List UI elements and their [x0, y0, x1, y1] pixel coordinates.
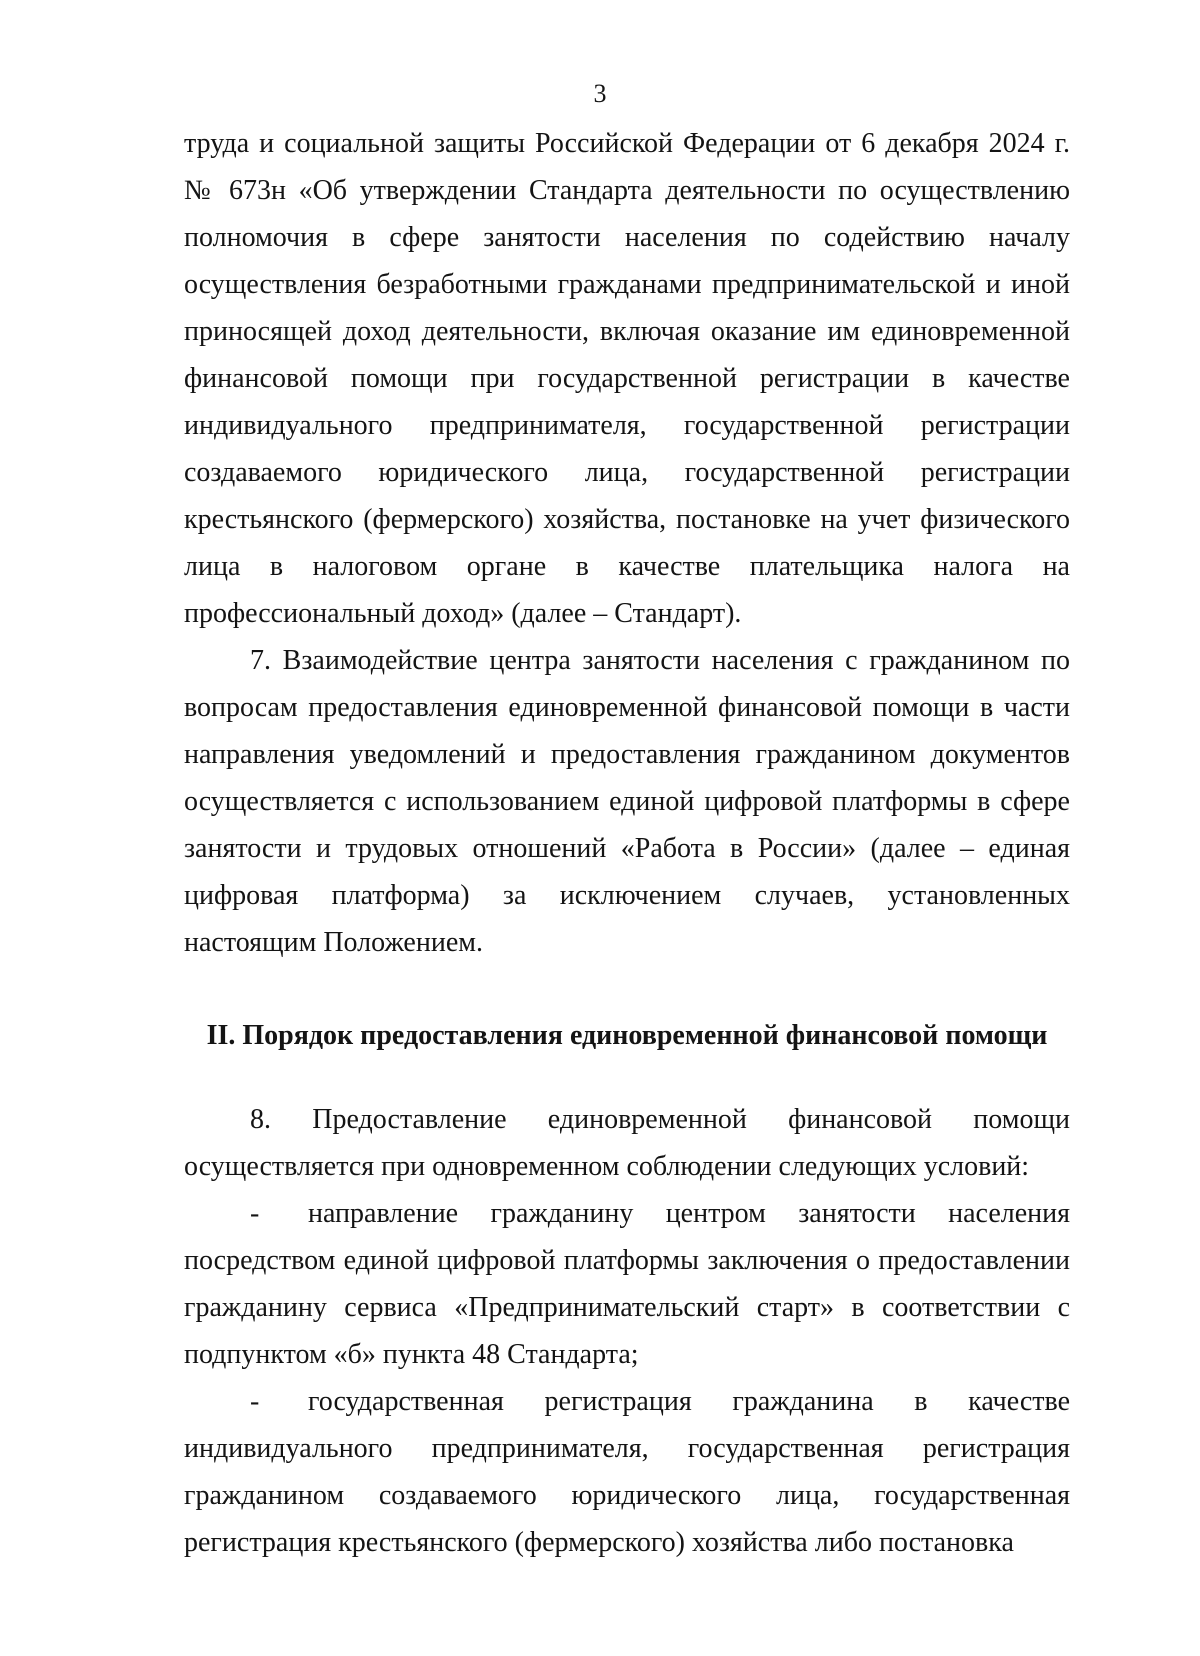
page-number: 3 — [593, 79, 607, 108]
paragraph-8-item-1-text: направление гражданину центром занятости населения посредством единой цифровой платформы заключения о предоставлении гражданину сервиса «Предпринимательский старт» в соответствии с подпунктом «б» пункта 48 Стандарта; — [184, 1198, 1070, 1370]
paragraph-7: 7. Взаимодействие центра занятости населения с гражданином по вопросам предоставления единовременной финансовой помощи в части направления уведомлений и предоставления гражданином документов осуществляется с использованием единой цифровой платформы в сфере занятости и трудовых отношений «Работа в России» (далее – единая цифровая платформа) за исключением случаев, установленных настоящим Положением. — [184, 645, 1070, 958]
paragraph-8-item-1 — [184, 1190, 1070, 1378]
dash-bullet: - — [250, 1386, 260, 1417]
paragraph-8-item-2-text: государственная регистрация гражданина в качестве индивидуального предпринимателя, государственная регистрация гражданином создаваемого юридического лица, государственная регистрация крестьянского (фермерского) хозяйства либо постановка — [184, 1386, 1070, 1558]
paragraph-6-continuation: труда и социальной защиты Российской Федерации от 6 декабря 2024 г. № 673н «Об утверждении Стандарта деятельности по осуществлению полномочия в сфере занятости населения по содействию началу осуществления безработными гражданами предпринимательской и иной приносящей доход деятельности, включая оказание им единовременной финансовой помощи при государственной регистрации в качестве индивидуального предпринимателя, государственной регистрации создаваемого юридического лица, государственной регистрации крестьянского (фермерского) хозяйства, постановке на учет физического лица в налоговом органе в качестве плательщика налога на профессиональный доход» (далее – Стандарт). — [184, 128, 1070, 629]
section-heading: II. Порядок предоставления единовременной финансовой помощи — [206, 1020, 1048, 1051]
document-body — [184, 120, 1070, 1566]
paragraph-8: 8. Предоставление единовременной финансовой помощи осуществляется при одновременном соблюдении следующих условий: — [184, 1104, 1070, 1182]
paragraph-8-item-2 — [184, 1378, 1070, 1566]
dash-bullet: - — [250, 1198, 260, 1229]
